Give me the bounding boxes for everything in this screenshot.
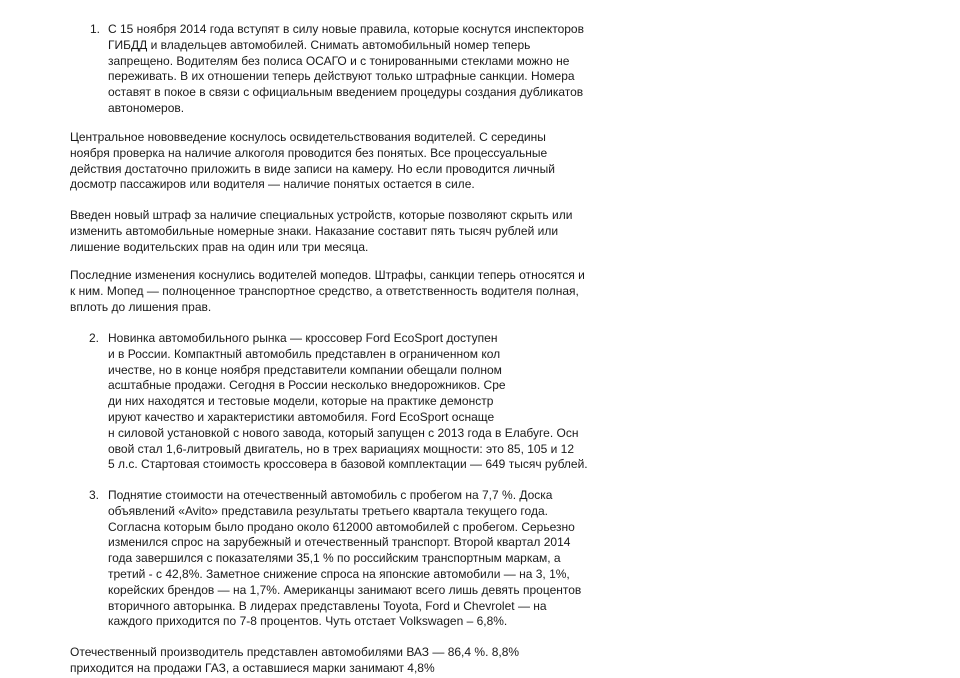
text-line: ичестве, но в конце ноября представители компании обещали полном — [108, 362, 502, 377]
list-item-1 — [108, 22, 584, 117]
text-line: Согласна которым было продано около 612000 автомобилей с пробегом. Серьезно — [108, 519, 575, 534]
text-line: ируют качество и характеристики автомобиля. Ford EcoSport оснаще — [108, 409, 495, 424]
text-line: ноября проверка на наличие алкоголя проводится без понятых. Все процессуальные — [70, 145, 548, 160]
list-item-3 — [108, 488, 581, 630]
text-line: лишение водительских прав на один или три месяца. — [70, 239, 369, 254]
paragraph-domestic-manufacturer — [70, 645, 519, 677]
text-line: действия достаточно приложить в виде записи на камеру. Но если проводится личный — [70, 161, 555, 176]
text-line: досмотр пассажиров или водителя — наличие понятых остается в силе. — [70, 177, 475, 192]
text-line: н силовой установкой с нового завода, который запущен с 2013 года в Елабуге. Осн — [108, 425, 579, 440]
text-line: С 15 ноября 2014 года вступят в силу новые правила, которые коснутся инспекторов — [108, 22, 584, 36]
list-item-2 — [108, 331, 588, 473]
text-line: запрещено. Водителям без полиса ОСАГО и с тонированными стеклами можно не — [108, 53, 570, 68]
text-line: ди них находятся и тестовые модели, которые на практике демонстр — [108, 394, 494, 409]
paragraph-sobriety-testing — [70, 130, 555, 193]
list-number: 2. — [89, 331, 100, 345]
text-line: изменился спрос на зарубежный и отечественный транспорт. Второй квартал 2014 — [108, 535, 571, 550]
text-line: вплоть до лишения прав. — [70, 299, 212, 314]
text-line: асштабные продажи. Сегодня в России несколько внедорожников. Сре — [108, 378, 506, 393]
paragraph-new-fine — [70, 208, 572, 255]
text-line: Отечественный производитель представлен автомобилями ВАЗ — 86,4 %. 8,8% — [70, 645, 520, 659]
text-line: Поднятие стоимости на отечественный автомобиль с пробегом на 7,7 %. Доска — [108, 488, 553, 502]
text-line: овой стал 1,6-литровый двигатель, но в трех вариациях мощности: это 85, 105 и 12 — [108, 441, 575, 456]
text-line: 5 л.с. Стартовая стоимость кроссовера в базовой комплектации — 649 тысяч рублей. — [108, 457, 588, 472]
text-line: Последние изменения коснулись водителей мопедов. Штрафы, санкции теперь относятся и — [70, 268, 585, 282]
text-line: ГИБДД и владельцев автомобилей. Снимать автомобильный номер теперь — [108, 37, 531, 52]
text-line: Новинка автомобильного рынка — кроссовер Ford EcoSport доступен — [108, 331, 498, 345]
text-line: к ним. Мопед — полноценное транспортное средство, а ответственность водителя полная, — [70, 283, 579, 298]
text-line: вторичного авторынка. В лидерах представлены Toyota, Ford и Chevrolet — на — [108, 598, 547, 613]
text-line: года завершился с показателями 35,1 % по российским транспортным маркам, а — [108, 551, 561, 566]
list-number: 1. — [90, 22, 101, 36]
text-line: оставят в покое в связи с официальным введением процедуры создания дубликатов — [108, 85, 584, 100]
paragraph-mopeds — [70, 268, 585, 315]
text-line: Центральное нововведение коснулось освидетельствования водителей. С середины — [70, 130, 546, 144]
text-line: объявлений «Avito» представила результаты третьего квартала текущего года. — [108, 503, 548, 518]
text-line: и в России. Компактный автомобиль представлен в ограниченном кол — [108, 346, 501, 361]
text-line: переживать. В их отношении теперь действуют только штрафные санкции. Номера — [108, 69, 575, 84]
text-line: корейских брендов — на 1,7%. Американцы занимают всего лишь девять процентов — [108, 582, 582, 597]
text-line: автономеров. — [108, 100, 185, 115]
text-line: изменить автомобильные номерные знаки. Наказание составит пять тысяч рублей или — [70, 223, 559, 238]
text-line: Введен новый штраф за наличие специальных устройств, которые позволяют скрыть или — [70, 208, 573, 222]
text-line: каждого приходится по 7-8 процентов. Чуть отстает Volkswagen – 6,8%. — [108, 614, 508, 629]
text-line: приходится на продажи ГАЗ, а оставшиеся марки занимают 4,8% — [70, 660, 435, 675]
text-line: третий - с 42,8%. Заметное снижение спроса на японские автомобили — на 3, 1%, — [108, 566, 570, 581]
list-number: 3. — [89, 488, 100, 502]
